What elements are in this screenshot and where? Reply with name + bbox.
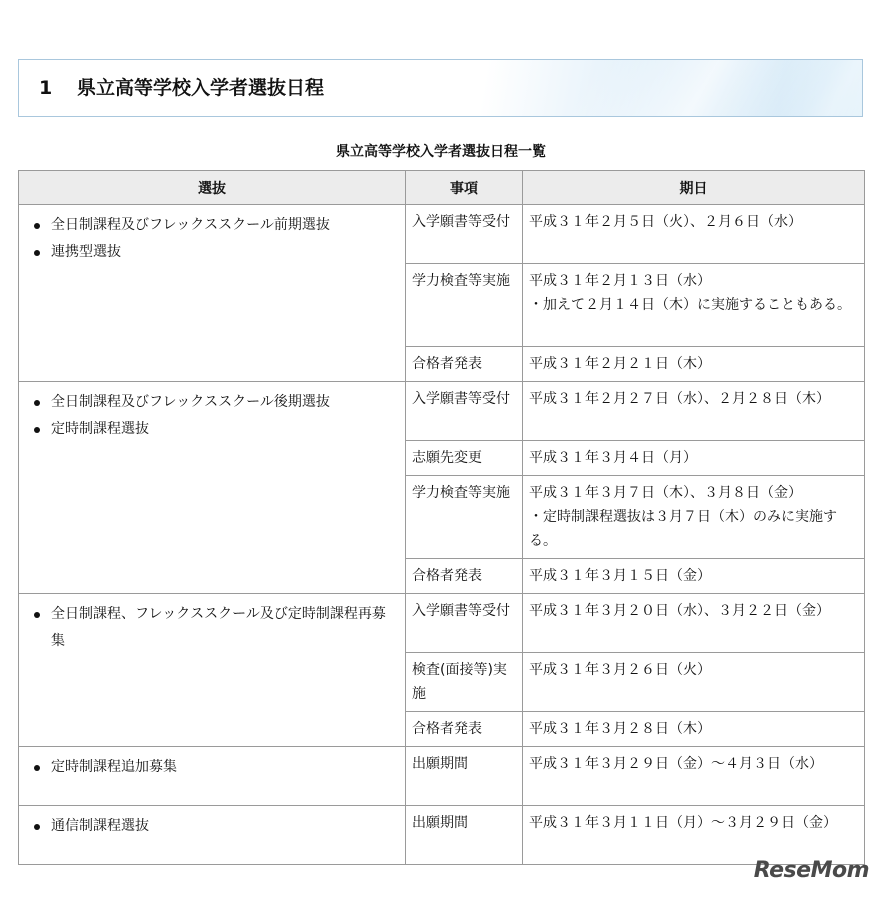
table-body [19,205,865,865]
date-text: 平成３１年３月１５日（金） [529,568,711,584]
date-cell [523,476,865,559]
date-cell [523,559,865,594]
selection-cell [19,594,406,747]
table-row [19,806,865,865]
section-title [39,60,324,116]
date-text: 平成３１年３月７日（木）、３月８日（金） [529,485,802,501]
date-text: 平成３１年３月２８日（木） [529,721,711,737]
date-cell [523,806,865,865]
item-cell: 合格者発表 [406,712,523,747]
date-text: 平成３１年３月２９日（金）～４月３日（水） [529,756,823,772]
date-cell [523,441,865,476]
date-note: ・加えて２月１４日（木）に実施することもある。 [529,297,851,313]
table-caption: 県立高等学校入学者選抜日程一覧 [336,144,546,160]
date-text: 平成３１年３月４日（月） [529,450,697,466]
date-cell [523,205,865,264]
date-text: 平成３１年３月２０日（水）、３月２２日（金） [529,603,830,619]
column-header-selection: 選抜 [19,171,406,205]
selection-cell [19,747,406,806]
selection-item: 連携型選抜 [31,239,395,266]
column-header-date: 期日 [523,171,865,205]
table-row [19,747,865,806]
item-cell: 入学願書等受付 [406,382,523,441]
selection-item: 全日制課程、フレックススクール及び定時制課程再募集 [31,601,395,655]
date-cell [523,347,865,382]
date-cell [523,594,865,653]
date-cell [523,653,865,712]
item-cell: 合格者発表 [406,347,523,382]
date-cell [523,264,865,347]
date-cell [523,747,865,806]
section-number: 1 [39,77,53,99]
date-text: 平成３１年２月２７日（水）、２月２８日（木） [529,391,830,407]
item-cell: 学力検査等実施 [406,476,523,559]
section-header [18,59,863,117]
selection-cell [19,205,406,382]
item-cell: 入学願書等受付 [406,205,523,264]
date-cell [523,382,865,441]
item-cell: 入学願書等受付 [406,594,523,653]
item-cell: 出願期間 [406,747,523,806]
table-header-row [19,171,865,205]
item-cell: 学力検査等実施 [406,264,523,347]
date-cell [523,712,865,747]
selection-item: 全日制課程及びフレックススクール前期選抜 [31,212,395,239]
date-text: 平成３１年３月１１日（月）～３月２９日（金） [529,815,837,831]
table-row [19,594,865,653]
table-row [19,205,865,264]
table-row [19,382,865,441]
date-text: 平成３１年３月２６日（火） [529,662,711,678]
date-note: ・定時制課程選抜は３月７日（木）のみに実施する。 [529,509,837,549]
selection-item: 全日制課程及びフレックススクール後期選抜 [31,389,395,416]
date-text: 平成３１年２月２１日（木） [529,356,711,372]
section-title-text: 県立高等学校入学者選抜日程 [77,77,325,99]
column-header-item: 事項 [406,171,523,205]
selection-cell [19,382,406,594]
selection-cell [19,806,406,865]
selection-item: 定時制課程追加募集 [31,754,395,781]
schedule-table [18,170,865,865]
selection-item: 定時制課程選抜 [31,416,395,443]
item-cell: 出願期間 [406,806,523,865]
selection-item: 通信制課程選抜 [31,813,395,840]
resemom-logo: ReseMom [753,858,869,883]
item-cell: 検査(面接等)実施 [406,653,523,712]
date-text: 平成３１年２月５日（火）、２月６日（水） [529,214,802,230]
item-cell: 志願先変更 [406,441,523,476]
item-cell: 合格者発表 [406,559,523,594]
date-text: 平成３１年２月１３日（水） [529,273,711,289]
